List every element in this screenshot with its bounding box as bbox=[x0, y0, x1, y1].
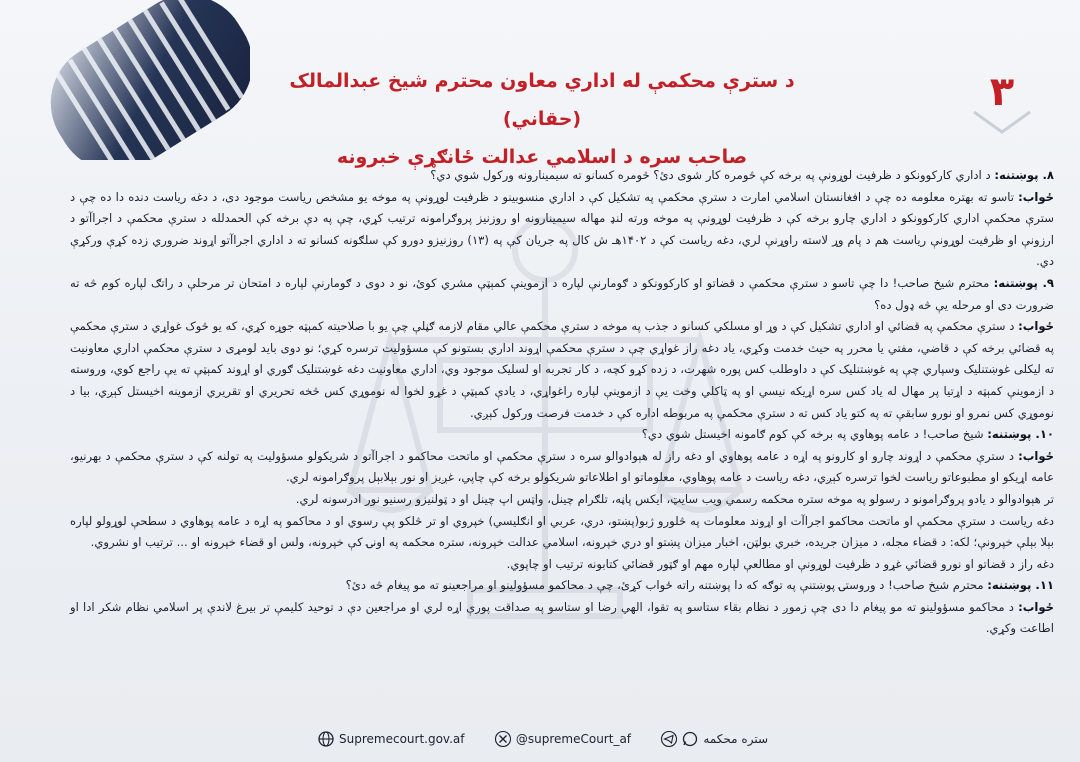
paragraph-text: تر هېوادوالو د یادو پروګرامونو د رسولو په موخه ستره محکمه رسمي ویب سایټ، ایکس پاڼه، تلګرام چینل، واټس اپ چینل او د ټولنیزو رسنیو نور ادرسونه لري. bbox=[295, 491, 1054, 506]
page-number-box bbox=[952, 70, 1052, 140]
answer-paragraph bbox=[70, 446, 1054, 489]
answer-label: ځواب: bbox=[1018, 189, 1054, 204]
question-label: ۹. پوښتنه: bbox=[993, 275, 1054, 290]
title-line-1: د سترې محکمې له اداري معاون محترم شیخ عبدالمالک (حقاني) bbox=[289, 70, 795, 130]
answer-label: ځواب: bbox=[1018, 319, 1054, 334]
answer-paragraph bbox=[70, 316, 1054, 424]
paragraph-text: دغه ریاست د سترې محکمې او ماتحت محاکمو اجراآت او اړوند معلومات په څلورو ژبو(پښتو، دري، عربي او انګلیسي) خپروي او تر څلکو پې رسوي او د محاکمو په اړه د عامه پوهاوي د سطحې لوړولو لپاره بېلا بېلې خپرونې؛ لکه: د قضاء مجله، د میزان جریده، خبري بولټن، اخبار میزان پښتو او دري خپرونه، اسلامي عدالت خپرونه، ستره محکمه په اونۍ کې خپرونه، ولس او قضاء خپرونه او ... ترتیب او نشروي. bbox=[70, 513, 1054, 550]
page-number: ۳ bbox=[989, 69, 1015, 115]
question-paragraph bbox=[70, 273, 1054, 316]
whatsapp-icon bbox=[682, 731, 698, 747]
footer bbox=[318, 728, 768, 750]
question-label: ۱۰. پوښتنه: bbox=[987, 427, 1054, 442]
answer-paragraph bbox=[70, 187, 1054, 273]
court-name-text: ستره محکمه bbox=[703, 732, 768, 746]
telegram-icon bbox=[661, 731, 677, 747]
x-handle-text: @supremeCourt_af bbox=[515, 732, 632, 746]
microphone-graphic-icon bbox=[0, 0, 250, 160]
paragraph-text: دغه راز د قضاتو او نورو قضائي غړو د ظرفیت لوړونې او مطالعې لپاره مهم او ګټور قضائي کتابونه ترتیب او چاپوي. bbox=[506, 556, 1054, 571]
question-paragraph bbox=[70, 575, 1054, 597]
website-text: Supremecourt.gov.af bbox=[339, 732, 465, 746]
page-title bbox=[262, 62, 822, 176]
paragraph-text: شیخ صاحب! د عامه پوهاوي په برخه کې کوم ګامونه اخیستل شوي دي؟ bbox=[641, 427, 988, 442]
question-paragraph bbox=[70, 165, 1054, 187]
paragraph-text: محترم شیخ صاحب! دا چې تاسو د سترې محکمې د قضاتو او کارکوونکو د ګومارنې لپاره د ازموینې کمېټې مشري کوئ، نو د دوی د ګومارنې لپاره د امتحان تر مرحلې د راتګ لپاره کوم څه ته ضرورت دی او مرحله یې څه ډول ده؟ bbox=[70, 275, 1054, 312]
x-logo-icon bbox=[495, 731, 511, 747]
paragraph-text: محترم شیخ صاحب! د وروستۍ پوښتنې په توګه که دا پوښتنه راته ځواب کړئ، چې د محاکمو مسؤولینو او مراجعینو ته مو پیغام څه دئ؟ bbox=[345, 578, 988, 593]
social-brand[interactable] bbox=[661, 731, 768, 747]
paragraph-text: د اداري کارکوونکو د ظرفیت لوړونې په برخه کې څومره کار شوی دئ؟ څومره کسانو ته سیمینارونه ورکول شوي دي؟ bbox=[430, 168, 995, 182]
interview-body bbox=[70, 165, 1054, 735]
body-paragraph bbox=[70, 489, 1054, 511]
website-link[interactable] bbox=[318, 731, 464, 747]
question-paragraph bbox=[70, 424, 1054, 446]
body-paragraph bbox=[70, 511, 1054, 554]
question-label: ۱۱. پوښتنه: bbox=[987, 578, 1054, 593]
paragraph-text: د محاکمو مسؤولینو ته مو پیغام دا دی چې زموږ د نظام بقاء ستاسو په تقوا، الهي رضا او ستاسو په صداقت پورې اړه لري او مراجعین دې د توحید کلیمې تر بیرغ لاندې پر اسلامي نظام شکر ادا او اطاعت وکړي. bbox=[70, 599, 1054, 636]
globe-icon bbox=[318, 731, 334, 747]
paragraph-text: تاسو ته بهتره معلومه ده چې د افغانستان اسلامي امارت د سترې محکمې په تشکیل کې د اداري منسوبینو د ظرفیت لوړونې په موخه یو مشخص ریاست موجود دی، د دغه ریاست دنده دا ده چې د سترې محکمې اداري کارکوونکو د اداري چارو برخه کې د ظرفیت لوړونې په موخه ورته لنډ مهاله سیمینارونه او روزنیز پروګرامونه ترتیب کړي، چې په دې برخه کې الحمدلله د سترې محکمې د اجراآتو د ارزونې او ظرفیت لوړونې ریاست هم د پام وړ لاسته راوړنې لري، دغه ریاست کې د ۱۴۰۲هـ ش کال په جریان کې په (۱۳) روزنیزو دورو کې سلګونه کسانو ته د اداري اجراآتو اړوند ضروري زده کړې ورکړې دي. bbox=[70, 189, 1054, 269]
title-line-2: صاحب سره د اسلامي عدالت ځانګړې خبرونه bbox=[336, 146, 748, 168]
answer-label: ځواب: bbox=[1018, 599, 1054, 614]
paragraph-text: د سترې محکمې په قضائي او اداري تشکیل کې د وړ او مسلکي کسانو د جذب په موخه د سترې محکمې عالي مقام لازمه ګڼلې چې یو با صلاحیته کمېټه جوړه کړي، که یو څوک غواړي د سترې محکمې په قضائي برخه کې د قاضي، مفتي یا محرر په حیث خدمت وکړي، یاد دغه راز غواړي چې د سترې محکمې اړوند اداري بستونو کې مسؤولیت ترسره کړي؛ نو دوی باید لومړی د سترې محکمې اداري معاونیت ته لیکلی غوښتنلیک وسپاري چې په غوښتنلیک کې د داوطلب کس پوره شهرت، د زده کړو کچه، د کار تجربه او لسلیک موجود وي، اداري معاونیت دغه غوښتنلیک ګوري او اړوند کمېټې ته یې راجع کوي، وروسته د ازموینې کمېټه د اړتیا پر مهال له یاد کس سره اړیکه نیسي او په ټاکلي وخت یې د ازموینې لپاره راغواړي، د یادې کمېټې د غړو لخوا له نوموړي کس څخه تحریري او تقریري ازموینه اخیستل کېږي، بیا د نوموړي کس نمرو او نورو سابقې ته په کتو یاد کس ته د سترې محکمې په مربوطه اداره کې د خدمت فرصت ورکول کېږي. bbox=[70, 319, 1054, 420]
answer-label: ځواب: bbox=[1018, 448, 1054, 463]
body-paragraph bbox=[70, 554, 1054, 576]
question-label: ۸. پوښتنه: bbox=[994, 168, 1054, 182]
chevron-down-icon bbox=[972, 108, 1032, 136]
x-link[interactable] bbox=[495, 731, 631, 747]
paragraph-text: د سترې محکمې د اړوند چارو او کارونو په اړه د عامه پوهاوي او دغه راز له هېوادوالو سره د سترې محکمې او ماتحت محاکمو د اجراآتو د شریکولو مسؤولیت په تولنه کې د سترې محکمې د بهرنیو، عامه اړیکو او مطبوعاتو ریاست لخوا ترسره کېږي، دغه ریاست د عامه پوهاوي، معلوماتو او اطلاعاتو شریکولو برخه کې چاپي، غږیز او نور بېلابېل پروګرامونه لري. bbox=[70, 448, 1054, 485]
answer-paragraph bbox=[70, 597, 1054, 640]
